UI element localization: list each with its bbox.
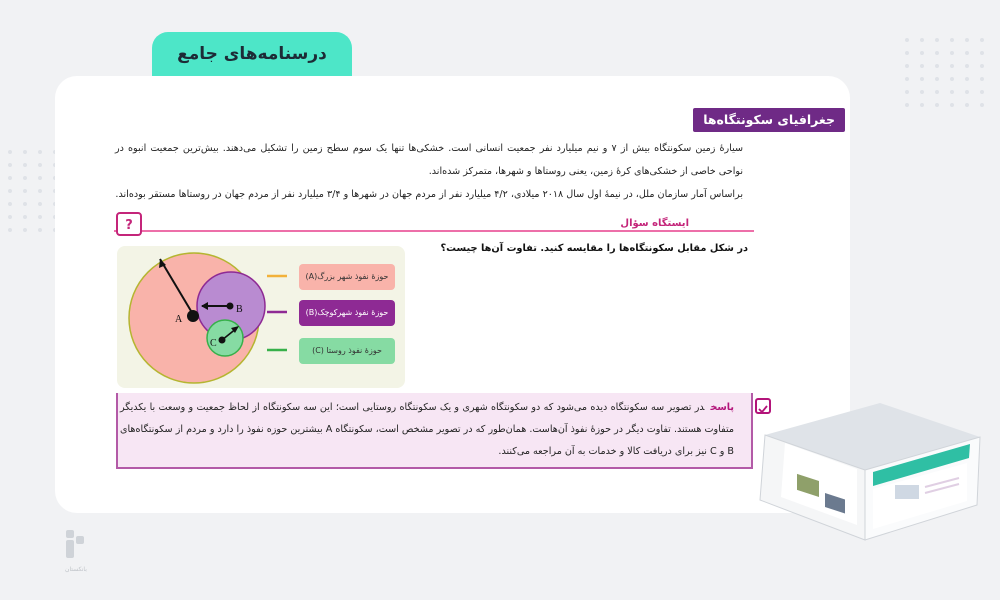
point-c	[219, 337, 226, 344]
question-station-label: ایستگاه سؤال	[620, 218, 689, 229]
intro-paragraph-2: براساس آمار سازمان ملل، در نیمهٔ اول سال ۲۰۱۸ میلادی، ۴/۲ میلیارد نفر از مردم جهان در شهرها و ۳/۴ میلیارد نفر از مردم جهان در روستاها مستقر بوده‌اند.	[115, 189, 743, 200]
label-c: C	[210, 338, 217, 349]
section-title: جغرافیای سکونتگاه‌ها	[693, 108, 845, 132]
answer-label: پاسخ	[710, 402, 734, 413]
answer-text	[120, 397, 734, 463]
brand-caption: بانکستان	[65, 566, 87, 573]
influence-zones-figure	[117, 246, 405, 388]
legend-c: حوزهٔ نفوذ روستا (C)	[299, 338, 395, 364]
intro-paragraph-1: سیارهٔ زمین سکونتگاه بیش از ۷ و نیم میلیارد نفر جمعیت انسانی است. خشکی‌ها تنها یک سوم سطح زمین را تشکیل می‌دهند. بیش‌ترین جمعیت انبوه در نواحی خاصی از خشکی‌های کرهٔ زمین، یعنی روستاها و شهرها، متمرکز شده‌اند.	[115, 143, 744, 177]
brand-logo	[56, 528, 96, 576]
legend-b: حوزهٔ نفوذ شهرکوچک(B)	[299, 300, 395, 326]
question-icon	[116, 212, 142, 236]
question-divider	[114, 230, 754, 232]
label-a: A	[175, 314, 183, 325]
point-a	[187, 310, 199, 322]
legend-a: حوزهٔ نفوذ شهر بزرگ(A)	[299, 264, 395, 290]
point-b	[227, 303, 234, 310]
question-text: در شکل مقابل سکونتگاه‌ها را مقایسه کنید. تفاوت آن‌ها چیست؟	[440, 243, 748, 254]
book-illustration	[745, 375, 985, 545]
dot-grid-top-right	[905, 38, 986, 107]
section-tab: درسنامه‌های جامع	[152, 32, 352, 76]
label-b: B	[236, 304, 243, 315]
svg-text:?: ?	[125, 218, 133, 233]
answer-body: در تصویر سه سکونتگاه دیده می‌شود که دو سکونتگاه شهری و یک سکونتگاه روستایی است؛ این سه سکونتگاه از لحاظ جمعیت و وسعت با یکدیگر متفاوت هستند. تفاوت دیگر در حوزهٔ نفوذ آن‌هاست. همان‌طور که در تصویر مشخص است، سکونتگاه A بیشترین حوزه نفوذ را دارد و مردم از سکونتگاه‌های B و C نیز برای دریافت کالا و خدمات به آن مراجعه می‌کنند.	[120, 402, 735, 457]
